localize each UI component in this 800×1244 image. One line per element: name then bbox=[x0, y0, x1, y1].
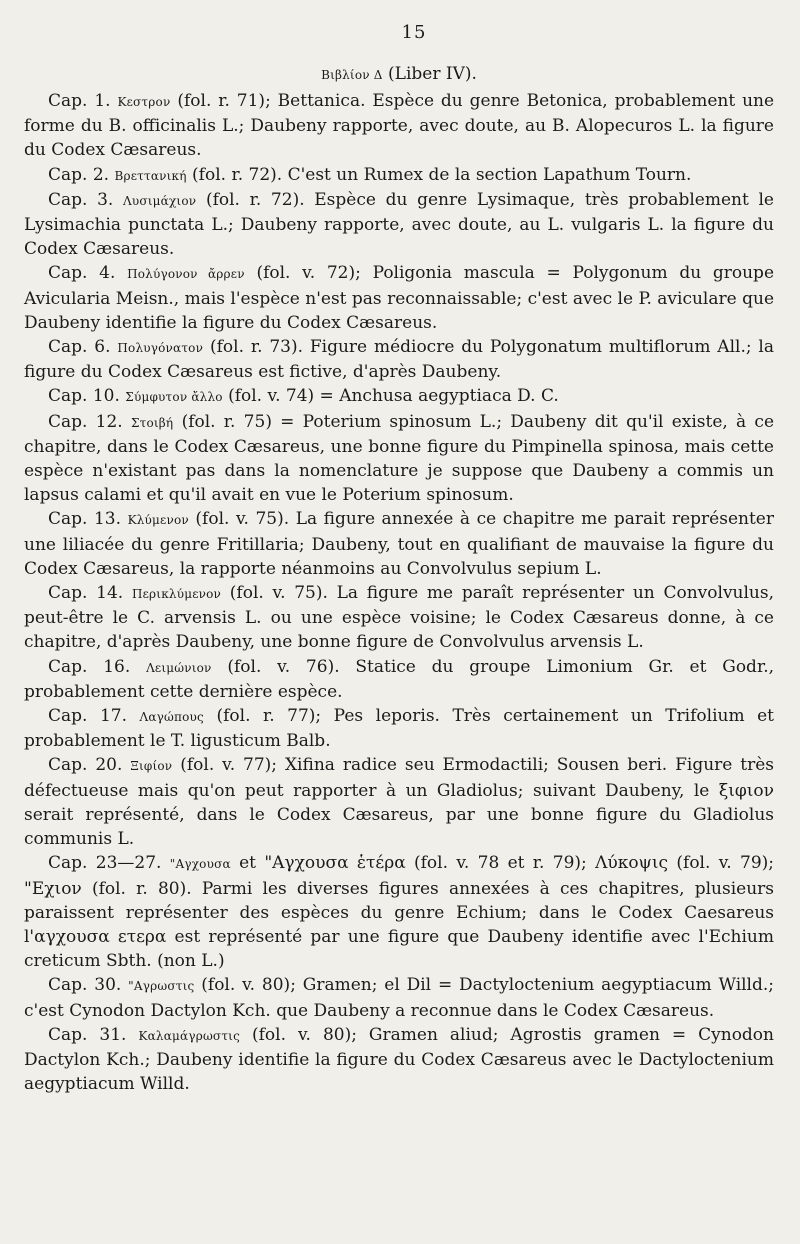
entry-text: (fol. v. 72); Poligonia mascula = Polygonum du groupe Avicularia Meisn., mais l'espèce n'est pas reconnaissable; c'est avec le P. aviculare que Daubeny identifie la figure du Codex Cæsareus. bbox=[24, 263, 775, 333]
entry-text: et "Αγχουσα ἑτέρα (fol. v. 78 et r. 79); Λύκοψις (fol. v. 79); "Εχιον (fol. r. 80). Parmi les diverses figures annexées à ces chapitres, plusieurs paraissent représenter des espèces du genre Echium; dans le Codex Caesareus l'αγχουσα ετερα est représenté par une figure que Daubeny identifie avec l'Echium creticum Sbth. (non L.) bbox=[24, 853, 775, 972]
entry bbox=[24, 163, 774, 188]
entry bbox=[24, 261, 774, 335]
entry bbox=[24, 1023, 774, 1097]
heading-greek: Βιβλίον Δ bbox=[321, 68, 383, 82]
entry-text: (fol. r. 75) = Poterium spinosum L.; Daubeny dit qu'il existe, à ce chapitre, dans le Codex Cæsareus, une bonne figure du Pimpinella spinosa, mais cette espèce n'existant pas dans la nomenclature je suppose que Daubeny a commis un lapsus calami et qu'il avait en vue le Poterium spinosum. bbox=[24, 411, 775, 506]
entry-cap: Cap. 2. bbox=[48, 164, 110, 185]
entry bbox=[24, 410, 774, 508]
entry-greek: "Αγρωστις bbox=[128, 979, 195, 994]
entry-greek: Κλύμενον bbox=[127, 513, 189, 528]
entry-text: (fol. r. 72). C'est un Rumex de la section Lapathum Tourn. bbox=[192, 164, 692, 185]
entry bbox=[24, 384, 774, 409]
entry-text: (fol. r. 73). Figure médiocre du Polygonatum multiflorum All.; la figure du Codex Cæsareus est fictive, d'après Daubeny. bbox=[24, 337, 775, 383]
entry-cap: Cap. 17. bbox=[48, 706, 127, 727]
entry-greek: Σύμφυτον ἄλλο bbox=[125, 390, 223, 405]
entries-list bbox=[24, 89, 774, 1096]
entry bbox=[24, 581, 774, 655]
entry-cap: Cap. 10. bbox=[48, 386, 120, 407]
entry-text: (fol. v. 75). La figure me paraît représenter un Convolvulus, peut-être le C. arvensis L. ou une espèce voisine; le Codex Cæsareus donne, à ce chapitre, d'après Daubeny, une bonne figure de Convolvulus arvensis L. bbox=[24, 583, 775, 653]
book-heading bbox=[24, 62, 774, 87]
entry bbox=[24, 851, 774, 973]
entry-greek: Περικλύμενον bbox=[131, 587, 222, 602]
entry-greek: Κεστρον bbox=[117, 95, 171, 109]
entry-greek: Λυσιμάχιον bbox=[123, 193, 197, 208]
entry bbox=[24, 973, 774, 1022]
entry-cap: Cap. 31. bbox=[48, 1024, 127, 1045]
entry-greek: Στοιβή bbox=[130, 415, 174, 430]
entry bbox=[24, 507, 774, 581]
entry-greek: Πολυγόνατον bbox=[117, 341, 204, 356]
entry-greek: Λειμώνιον bbox=[146, 660, 212, 675]
entry bbox=[24, 704, 774, 753]
entry-cap: Cap. 1. bbox=[48, 91, 111, 111]
entry-cap: Cap. 3. bbox=[48, 189, 114, 210]
entry-cap: Cap. 16. bbox=[48, 656, 131, 677]
entry-greek: Λαγώπους bbox=[139, 710, 204, 725]
entry-cap: Cap. 4. bbox=[48, 263, 116, 284]
entry-greek: Ξιφίον bbox=[130, 759, 173, 774]
entry bbox=[24, 89, 774, 163]
entry-cap: Cap. 6. bbox=[48, 337, 111, 358]
entry-text: (fol. v. 80); Gramen; el Dil = Dactyloctenium aegyptiacum Willd.; c'est Cynodon Dactylon Kch. que Daubeny a reconnue dans le Codex Cæsareus. bbox=[24, 975, 775, 1021]
entry-text: (fol. v. 74) = Anchusa aegyptiaca D. C. bbox=[228, 386, 559, 407]
entry-text: (fol. v. 80); Gramen aliud; Agrostis gramen = Cynodon Dactylon Kch.; Daubeny identifie la figure du Codex Cæsareus avec le Dactyloctenium aegyptiacum Willd. bbox=[24, 1024, 774, 1095]
entry-text: (fol. r. 71); Bettanica. Espèce du genre Betonica, probablement une forme du B. officinalis L.; Daubeny rapporte, avec doute, au B. Alopecuros L. la figure du Codex Cæsareus. bbox=[24, 91, 775, 161]
entry-text: (fol. v. 75). La figure annexée à ce chapitre me parait représenter une liliacée du genre Fritillaria; Daubeny, tout en qualifiant de mauvaise la figure du Codex Cæsareus, la rapporte néanmoins au Convolvulus sepium L. bbox=[24, 509, 774, 579]
entry-text: (fol. v. 77); Xifina radice seu Ermodactili; Sousen beri. Figure très défectueuse mais qu'on peut rapporter à un Gladiolus; suivant Daubeny, le ξιφιον serait représenté, dans le Codex Cæsareus, par une bonne figure du Gladiolus communis L. bbox=[24, 755, 774, 850]
entry bbox=[24, 335, 774, 384]
entry bbox=[24, 753, 774, 851]
entry bbox=[24, 655, 774, 704]
entry-cap: Cap. 13. bbox=[48, 509, 122, 530]
entry-text: (fol. r. 72). Espèce du genre Lysimaque, très probablement le Lysimachia punctata L.; Daubeny rapporte, avec doute, au L. vulgaris L. la figure du Codex Cæsareus. bbox=[24, 189, 774, 260]
entry-text: (fol. r. 77); Pes leporis. Très certainement un Trifolium et probablement le T. ligusticum Balb. bbox=[24, 706, 774, 752]
entry-text: (fol. v. 76). Statice du groupe Limonium Gr. et Godr., probablement cette dernière espèce. bbox=[24, 656, 775, 702]
entry-cap: Cap. 30. bbox=[48, 975, 122, 996]
entry-cap: Cap. 12. bbox=[48, 411, 123, 432]
entry-greek: "Αγχουσα bbox=[169, 857, 231, 872]
entry-greek: Πολύγονον ἄρρεν bbox=[127, 267, 245, 282]
entry bbox=[24, 188, 774, 262]
page-number: 15 bbox=[401, 22, 427, 43]
entry-cap: Cap. 20. bbox=[48, 755, 123, 776]
entry-cap: Cap. 23—27. bbox=[48, 853, 162, 874]
entry-cap: Cap. 14. bbox=[48, 583, 124, 604]
heading-latin: (Liber IV). bbox=[388, 64, 477, 84]
entry-greek: Βρεττανική bbox=[114, 168, 187, 183]
entry-greek: Καλαμάγρωστις bbox=[138, 1028, 240, 1043]
